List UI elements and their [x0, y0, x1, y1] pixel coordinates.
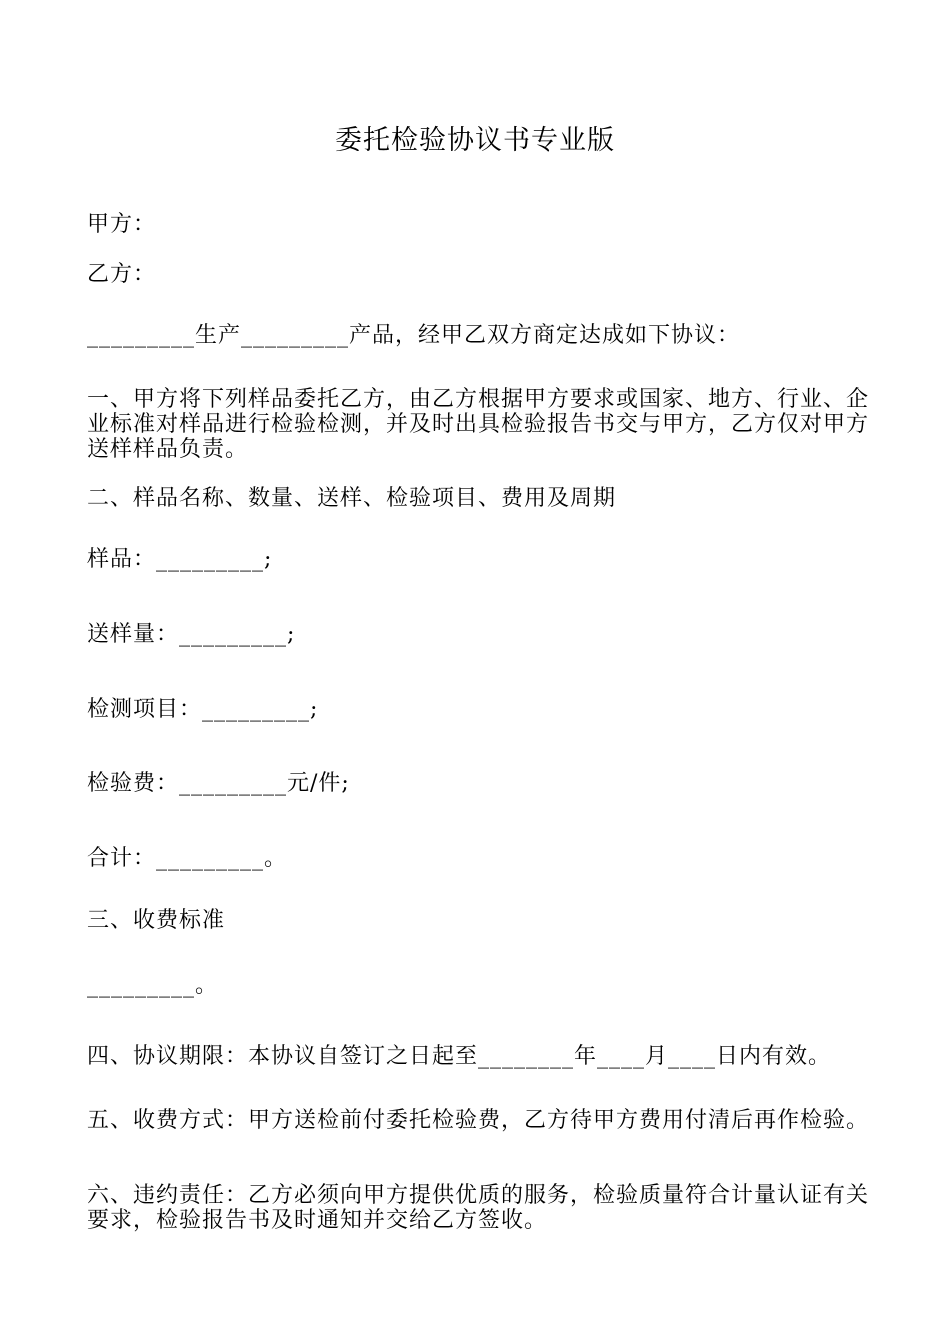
clause-1: 一、甲方将下列样品委托乙方，由乙方根据甲方要求或国家、地方、行业、企业标准对样品进行检验检测，并及时出具检验报告书交与甲方，乙方仅对甲方送样样品负责。 [87, 387, 870, 462]
test-fee-field: 检验费：_________元/件; [87, 771, 350, 796]
intro-line: _________生产_________产品，经甲乙双方商定达成如下协议： [87, 323, 741, 348]
party-b-label: 乙方： [87, 262, 157, 287]
party-a-label: 甲方： [87, 212, 157, 237]
total-field: 合计：_________。 [87, 846, 288, 871]
fee-standard-field: _________。 [87, 973, 219, 998]
document-title: 委托检验协议书专业版 [335, 125, 615, 156]
clause-5: 五、收费方式：甲方送检前付委托检验费，乙方待甲方费用付清后再作检验。 [87, 1108, 870, 1133]
clause-6: 六、违约责任：乙方必须向甲方提供优质的服务，检验质量符合计量认证有关要求，检验报告书及时通知并交给乙方签收。 [87, 1183, 870, 1233]
clause-2-heading: 二、样品名称、数量、送样、检验项目、费用及周期 [87, 486, 617, 511]
sample-quantity-field: 送样量：_________; [87, 622, 296, 647]
test-items-field: 检测项目：_________; [87, 697, 319, 722]
clause-3-heading: 三、收费标准 [87, 908, 226, 933]
sample-field: 样品：_________; [87, 547, 273, 572]
clause-4: 四、协议期限：本协议自签订之日起至________年____月____日内有效。 [87, 1044, 832, 1069]
